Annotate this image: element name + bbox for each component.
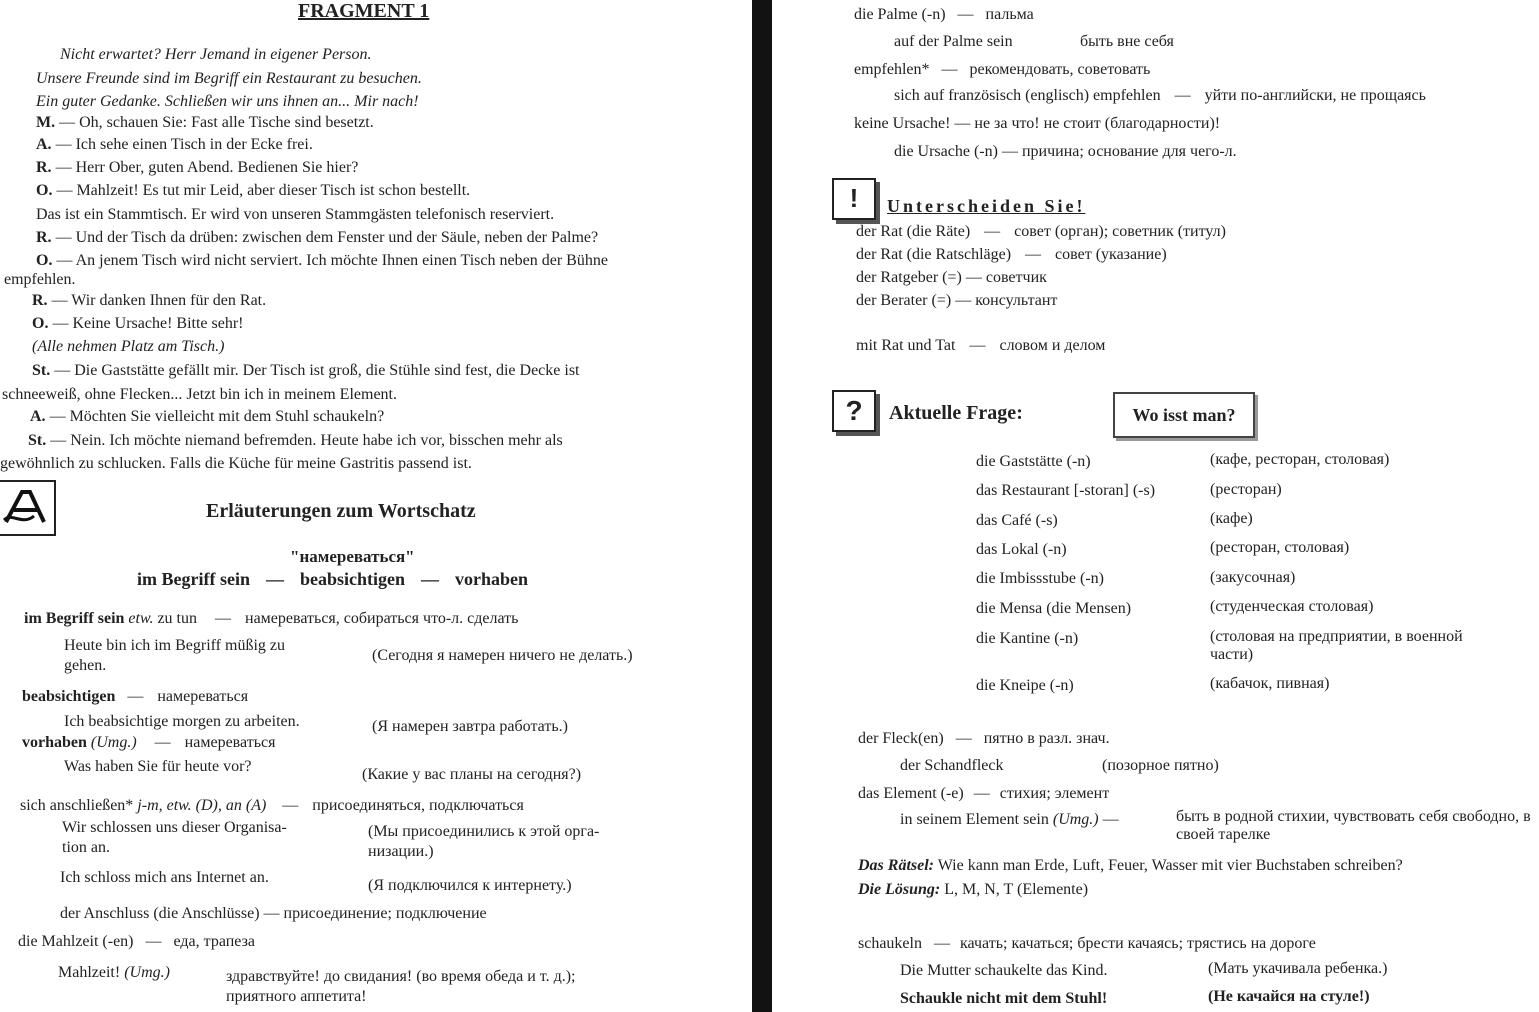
distinguish-line: der Rat (die Ratschläge) — совет (указание) [856,246,1167,263]
intro-line: Nicht erwartet? Herr Jemand in eigener Person. [60,46,372,63]
exclamation-icon: ! [832,178,876,220]
place-de: das Café (-s) [976,512,1058,529]
intro-line: Ein guter Gedanke. Schließen wir uns ihnen an... Mir nach! [36,93,419,110]
place-ru: (ресторан) [1210,481,1282,498]
example-ru: (Не качайся на стуле!) [1208,988,1370,1005]
example-ru: (Я намерен завтра работать.) [372,718,568,735]
place-de: das Lokal (-n) [976,541,1067,558]
place-ru: (кафе) [1210,510,1253,527]
idiom-line: mit Rat und Tat — словом и делом [856,337,1106,354]
book-spine [752,0,772,1012]
vocab-line: auf der Palme sein [894,33,1013,50]
sub-entry: der Anschluss (die Anschlüsse) — присоединение; подключение [60,905,487,922]
vocab-line: keine Ursache! — не за что! не стоит (благодарности)! [854,115,1221,132]
synonym-row: im Begriff sein — beabsichtigen — vorhaben [137,569,529,589]
place-de: die Kantine (-n) [976,630,1079,647]
example-de: Ich schloss mich ans Internet an. [60,869,269,886]
dialogue-line: O. — An jenem Tisch wird nicht serviert. Ich möchte Ihnen einen Tisch neben der Bühne [36,252,608,269]
place-ru: (ресторан, столовая) [1210,539,1350,556]
place-de: die Gaststätte (-n) [976,453,1091,470]
dialogue-line: M. — Oh, schauen Sie: Fast alle Tische sind besetzt. [36,114,374,131]
dialogue-line: schneeweiß, ohne Flecken... Jetzt bin ich in meinem Element. [2,386,397,403]
vocab-entry: im Begriff sein etw. zu tun — намереваться, собираться что-л. сделать [24,610,519,627]
dialogue-line: R. — Wir danken Ihnen für den Rat. [32,292,267,309]
dialogue-line: O. — Mahlzeit! Es tut mir Leid, aber dieser Tisch ist schon bestellt. [36,182,471,199]
dialogue-line: gewöhnlich zu schlucken. Falls die Küche für meine Gastritis passend ist. [0,455,472,472]
place-de: das Restaurant [-storan] (-s) [976,482,1156,499]
vocab-line-ru: быть вне себя [1080,33,1174,50]
example-de: Die Mutter schaukelte das Kind. [900,962,1108,979]
dialogue-line: A. — Ich sehe einen Tisch in der Ecke frei. [36,136,313,153]
vocab-entry: sich anschließen* j-m, etw. (D), an (A) — присоединяться, подключаться [20,797,524,814]
intro-line: Unsere Freunde sind im Begriff ein Restaurant zu besuchen. [36,70,422,87]
riddle-line: Das Rätsel: Wie kann man Erde, Luft, Feuer, Wasser mit vier Buchstaben schreiben? [858,857,1403,874]
right-page [772,0,1539,1012]
example-de: Mahlzeit! (Umg.) [58,964,170,981]
vocab-entry: die Mahlzeit (-en) — еда, трапеза [18,933,256,950]
section-title: Erläuterungen zum Wortschatz [206,500,476,522]
distinguish-line: der Berater (=) — консультант [856,292,1058,309]
vocab-line: die Ursache (-n) — причина; основание для чего-л. [894,143,1237,160]
heading-ru: "намереваться" [290,547,415,566]
example-ru: низации.) [368,843,434,860]
example-ru: (Я подключился к интернету.) [368,877,572,894]
vocab-line-ru: быть в родной стихии, чувствовать себя свободно, в своей тарелке [1176,808,1531,844]
stage-direction: (Alle nehmen Platz am Tisch.) [32,338,225,355]
solution-line: Die Lösung: L, M, N, T (Elemente) [858,881,1089,898]
vocab-entry: vorhaben (Umg.) — намереваться [22,734,276,751]
place-ru: (закусочная) [1210,569,1296,586]
distinguish-line: der Ratgeber (=) — советчик [856,269,1047,286]
place-ru: (кабачок, пивная) [1210,675,1330,692]
vocab-line: empfehlen* — рекомендовать, советовать [854,61,1151,78]
dialogue-line: R. — Und der Tisch da drüben: zwischen dem Fenster und der Säule, neben der Palme? [36,229,599,246]
example-de: Schaukle nicht mit dem Stuhl! [900,990,1108,1007]
vocab-line: sich auf französisch (englisch) empfehlen — уйти по-английски, не прощаясь [894,87,1426,104]
example-de: Ich beabsichtige morgen zu arbeiten. [64,713,300,730]
example-de: gehen. [64,657,107,674]
example-ru: здравствуйте! до свидания! (во время обеда и т. д.); [226,968,576,985]
dialogue-line: R. — Herr Ober, guten Abend. Bedienen Sie hier? [36,159,359,176]
question-title: Aktuelle Frage: [889,402,1023,424]
vocab-line: der Fleck(en) — пятно в разл. знач. [858,730,1110,747]
dialogue-line: Das ist ein Stammtisch. Er wird von unseren Stammgästen telefonisch reserviert. [36,206,555,223]
vocab-entry: beabsichtigen — намереваться [22,688,249,705]
example-de: Heute bin ich im Begriff müßig zu [64,637,285,654]
example-ru: (Какие у вас планы на сегодня?) [362,766,582,783]
vocab-line: die Palme (-n) — пальма [854,6,1034,23]
example-ru: (Мы присоединились к этой орга- [368,823,600,840]
vocab-line: das Element (-e) — стихия; элемент [858,785,1110,802]
dialogue-line: A. — Möchten Sie vielleicht mit dem Stuhl schaukeln? [30,408,385,425]
vocabulary-icon [0,480,56,536]
dialogue-line: St. — Nein. Ich möchte niemand befremden. Heute habe ich vor, bisschen mehr als [28,432,563,449]
place-ru: (столовая на предприятии, в военной части) [1210,628,1463,664]
vocab-line: der Schandfleck [900,757,1004,774]
example-de: tion an. [62,839,110,856]
vocab-line-ru: (позорное пятно) [1102,757,1219,774]
vocab-line: schaukeln — качать; качаться; брести качаясь; трястись на дороге [858,935,1316,952]
fragment-title: FRAGMENT 1 [298,0,430,22]
left-page [0,0,752,1012]
question-box: Wo isst man? [1113,392,1255,438]
distinguish-title: Unterscheiden Sie! [887,196,1086,216]
example-ru: (Мать укачивала ребенка.) [1208,960,1388,977]
question-icon: ? [832,390,876,432]
vocab-line: in seinem Element sein (Umg.) — [900,811,1119,828]
dialogue-line: St. — Die Gaststätte gefällt mir. Der Tisch ist groß, die Stühle sind fest, die Decke ist [32,362,580,379]
example-ru: (Сегодня я намерен ничего не делать.) [372,647,633,664]
example-de: Wir schlossen uns dieser Organisa- [62,819,287,836]
place-ru: (студенческая столовая) [1210,598,1374,615]
place-de: die Imbissstube (-n) [976,570,1104,587]
distinguish-line: der Rat (die Räte) — совет (орган); советник (титул) [856,223,1226,240]
place-ru: (кафе, ресторан, столовая) [1210,451,1390,468]
example-ru: приятного аппетита! [226,988,367,1005]
dialogue-line: empfehlen. [4,271,76,288]
example-de: Was haben Sie für heute vor? [64,758,252,775]
place-de: die Mensa (die Mensen) [976,600,1132,617]
place-de: die Kneipe (-n) [976,677,1074,694]
dialogue-line: O. — Keine Ursache! Bitte sehr! [32,315,244,332]
